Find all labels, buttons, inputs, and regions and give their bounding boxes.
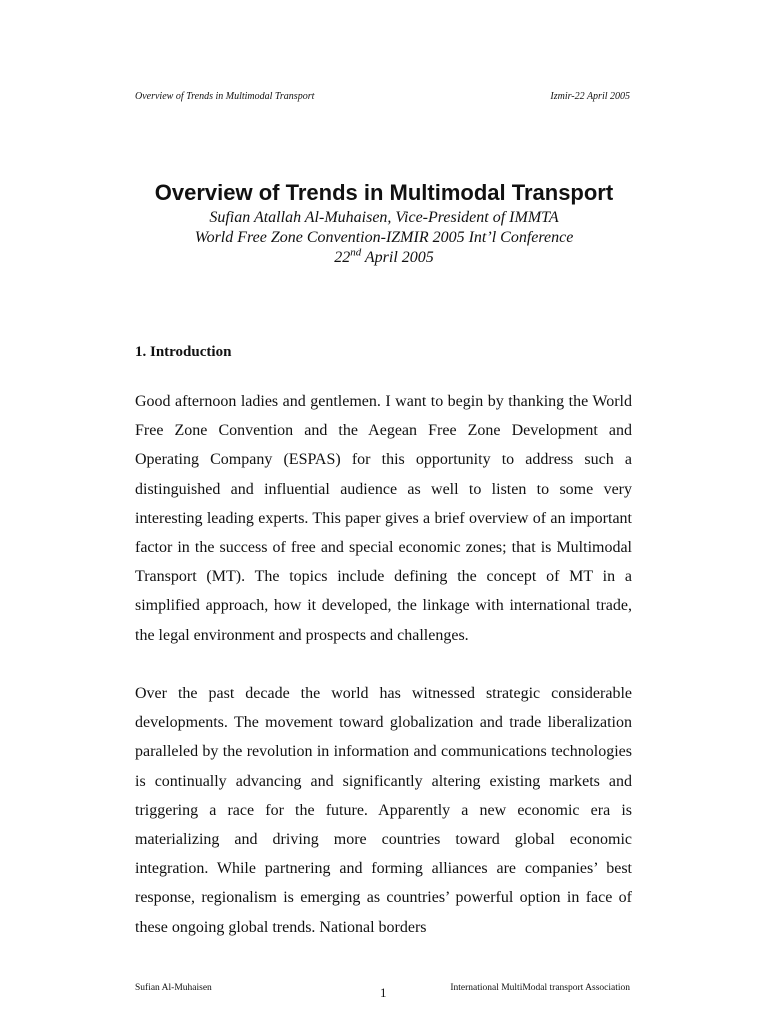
document-title: Overview of Trends in Multimodal Transport bbox=[154, 180, 614, 205]
date-day: 22 bbox=[334, 249, 351, 266]
author-line: Sufian Atallah Al-Muhaisen, Vice-President of IMMTA bbox=[209, 209, 559, 226]
footer-author: Sufian Al-Muhaisen bbox=[135, 983, 212, 993]
title-block bbox=[0, 178, 768, 268]
date-line bbox=[0, 248, 768, 268]
date-rest: April 2005 bbox=[361, 249, 434, 266]
header-place-date: Izmir-22 April 2005 bbox=[550, 91, 630, 102]
paragraph-introduction: Good afternoon ladies and gentlemen. I want to begin by thanking the World Free Zone Convention and the Aegean Free Zone Development and Operating Company (ESPAS) for this opportunity to address such a distinguished and influential audience as well to listen to some very interesting leading experts. This paper gives a brief overview of an important factor in the success of free and special economic zones; that is Multimodal Transport (MT). The topics include defining the concept of MT in a simplified approach, how it developed, the linkage with international trade, the legal environment and prospects and challenges. bbox=[135, 393, 632, 644]
section-heading: 1. Introduction bbox=[135, 344, 232, 360]
header-title: Overview of Trends in Multimodal Transport bbox=[135, 91, 315, 102]
date-suffix: nd bbox=[350, 246, 362, 259]
footer-organization: International MultiModal transport Association bbox=[450, 983, 630, 993]
running-header bbox=[135, 91, 630, 102]
paragraph-developments: Over the past decade the world has witnessed strategic considerable developments. The movement toward globalization and trade liberalization paralleled by the revolution in information and communications technologies is continually advancing and significantly altering existing markets and triggering a race for the future. Apparently a new economic era is materializing and driving more countries toward global economic integration. While partnering and forming alliances are companies’ best response, regionalism is emerging as countries’ powerful option in face of these ongoing global trends. National borders bbox=[135, 685, 632, 936]
conference-line: World Free Zone Convention-IZMIR 2005 Int’l Conference bbox=[194, 229, 574, 246]
page-number: 1 bbox=[380, 985, 387, 1000]
